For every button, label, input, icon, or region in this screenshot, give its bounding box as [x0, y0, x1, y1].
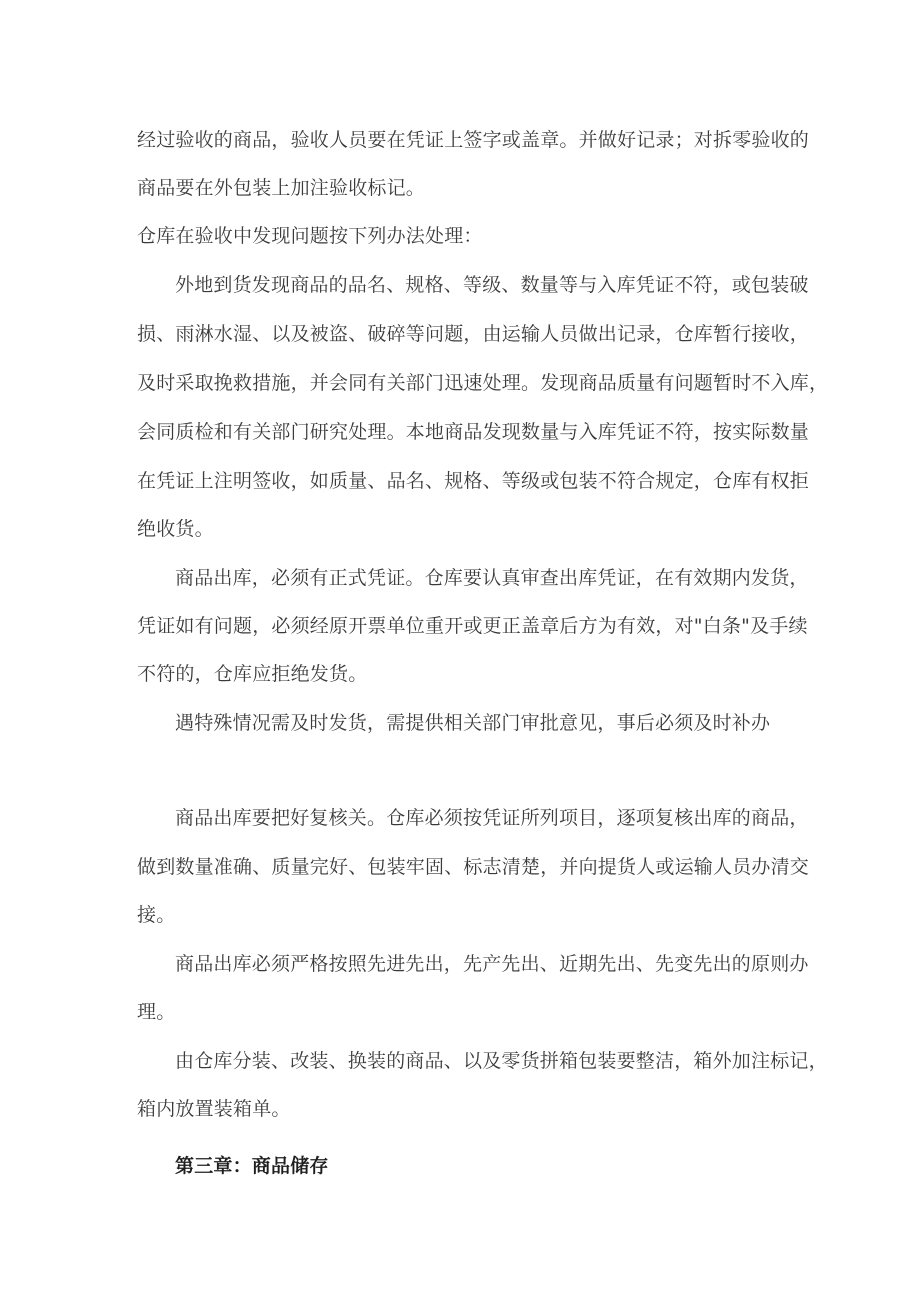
text-line: 不符的，仓库应拒绝发货。 [137, 663, 368, 685]
text-line: 凭证如有问题，必须经原开票单位重开或更正盖章后方为有效，对"白条"及手续 [137, 615, 808, 637]
chapter-heading: 第三章：商品储存 [175, 1155, 329, 1177]
text-line: 由仓库分装、改装、换装的商品、以及零货拼箱包装要整洁，箱外加注标记， [175, 1050, 828, 1072]
text-line: 接。 [137, 904, 176, 926]
text-line: 在凭证上注明签收，如质量、品名、规格、等级或包装不符合规定，仓库有权拒 [137, 470, 810, 492]
text-line: 商品要在外包装上加注验收标记。 [137, 177, 426, 199]
text-line: 做到数量准确、质量完好、包装牢固、标志清楚，并向提货人或运输人员办清交 [137, 856, 810, 878]
text-line: 遇特殊情况需及时发货，需提供相关部门审批意见，事后必须及时补办 [175, 712, 771, 734]
text-line: 外地到货发现商品的品名、规格、等级、数量等与入库凭证不符，或包装破 [175, 274, 809, 296]
text-line: 及时采取挽救措施，并会同有关部门迅速处理。发现商品质量有问题暂时不入库， [137, 372, 829, 394]
text-line: 经过验收的商品，验收人员要在凭证上签字或盖章。并做好记录；对拆零验收的 [137, 129, 810, 151]
text-line: 商品出库，必须有正式凭证。仓库要认真审查出库凭证，在有效期内发货， [175, 567, 809, 589]
text-line: 仓库在验收中发现问题按下列办法处理： [137, 225, 483, 247]
text-line: 箱内放置装箱单。 [137, 1098, 291, 1120]
text-line: 损、雨淋水湿、以及被盗、破碎等问题，由运输人员做出记录，仓库暂行接收， [137, 323, 810, 345]
text-line: 商品出库必须严格按照先进先出，先产先出、近期先出、先变先出的原则办 [175, 953, 809, 975]
text-line: 商品出库要把好复核关。仓库必须按凭证所列项目，逐项复核出库的商品， [175, 807, 809, 829]
text-line: 会同质检和有关部门研究处理。本地商品发现数量与入库凭证不符，按实际数量 [137, 421, 810, 443]
text-line: 理。 [137, 1001, 176, 1023]
text-line: 绝收货。 [137, 518, 214, 540]
